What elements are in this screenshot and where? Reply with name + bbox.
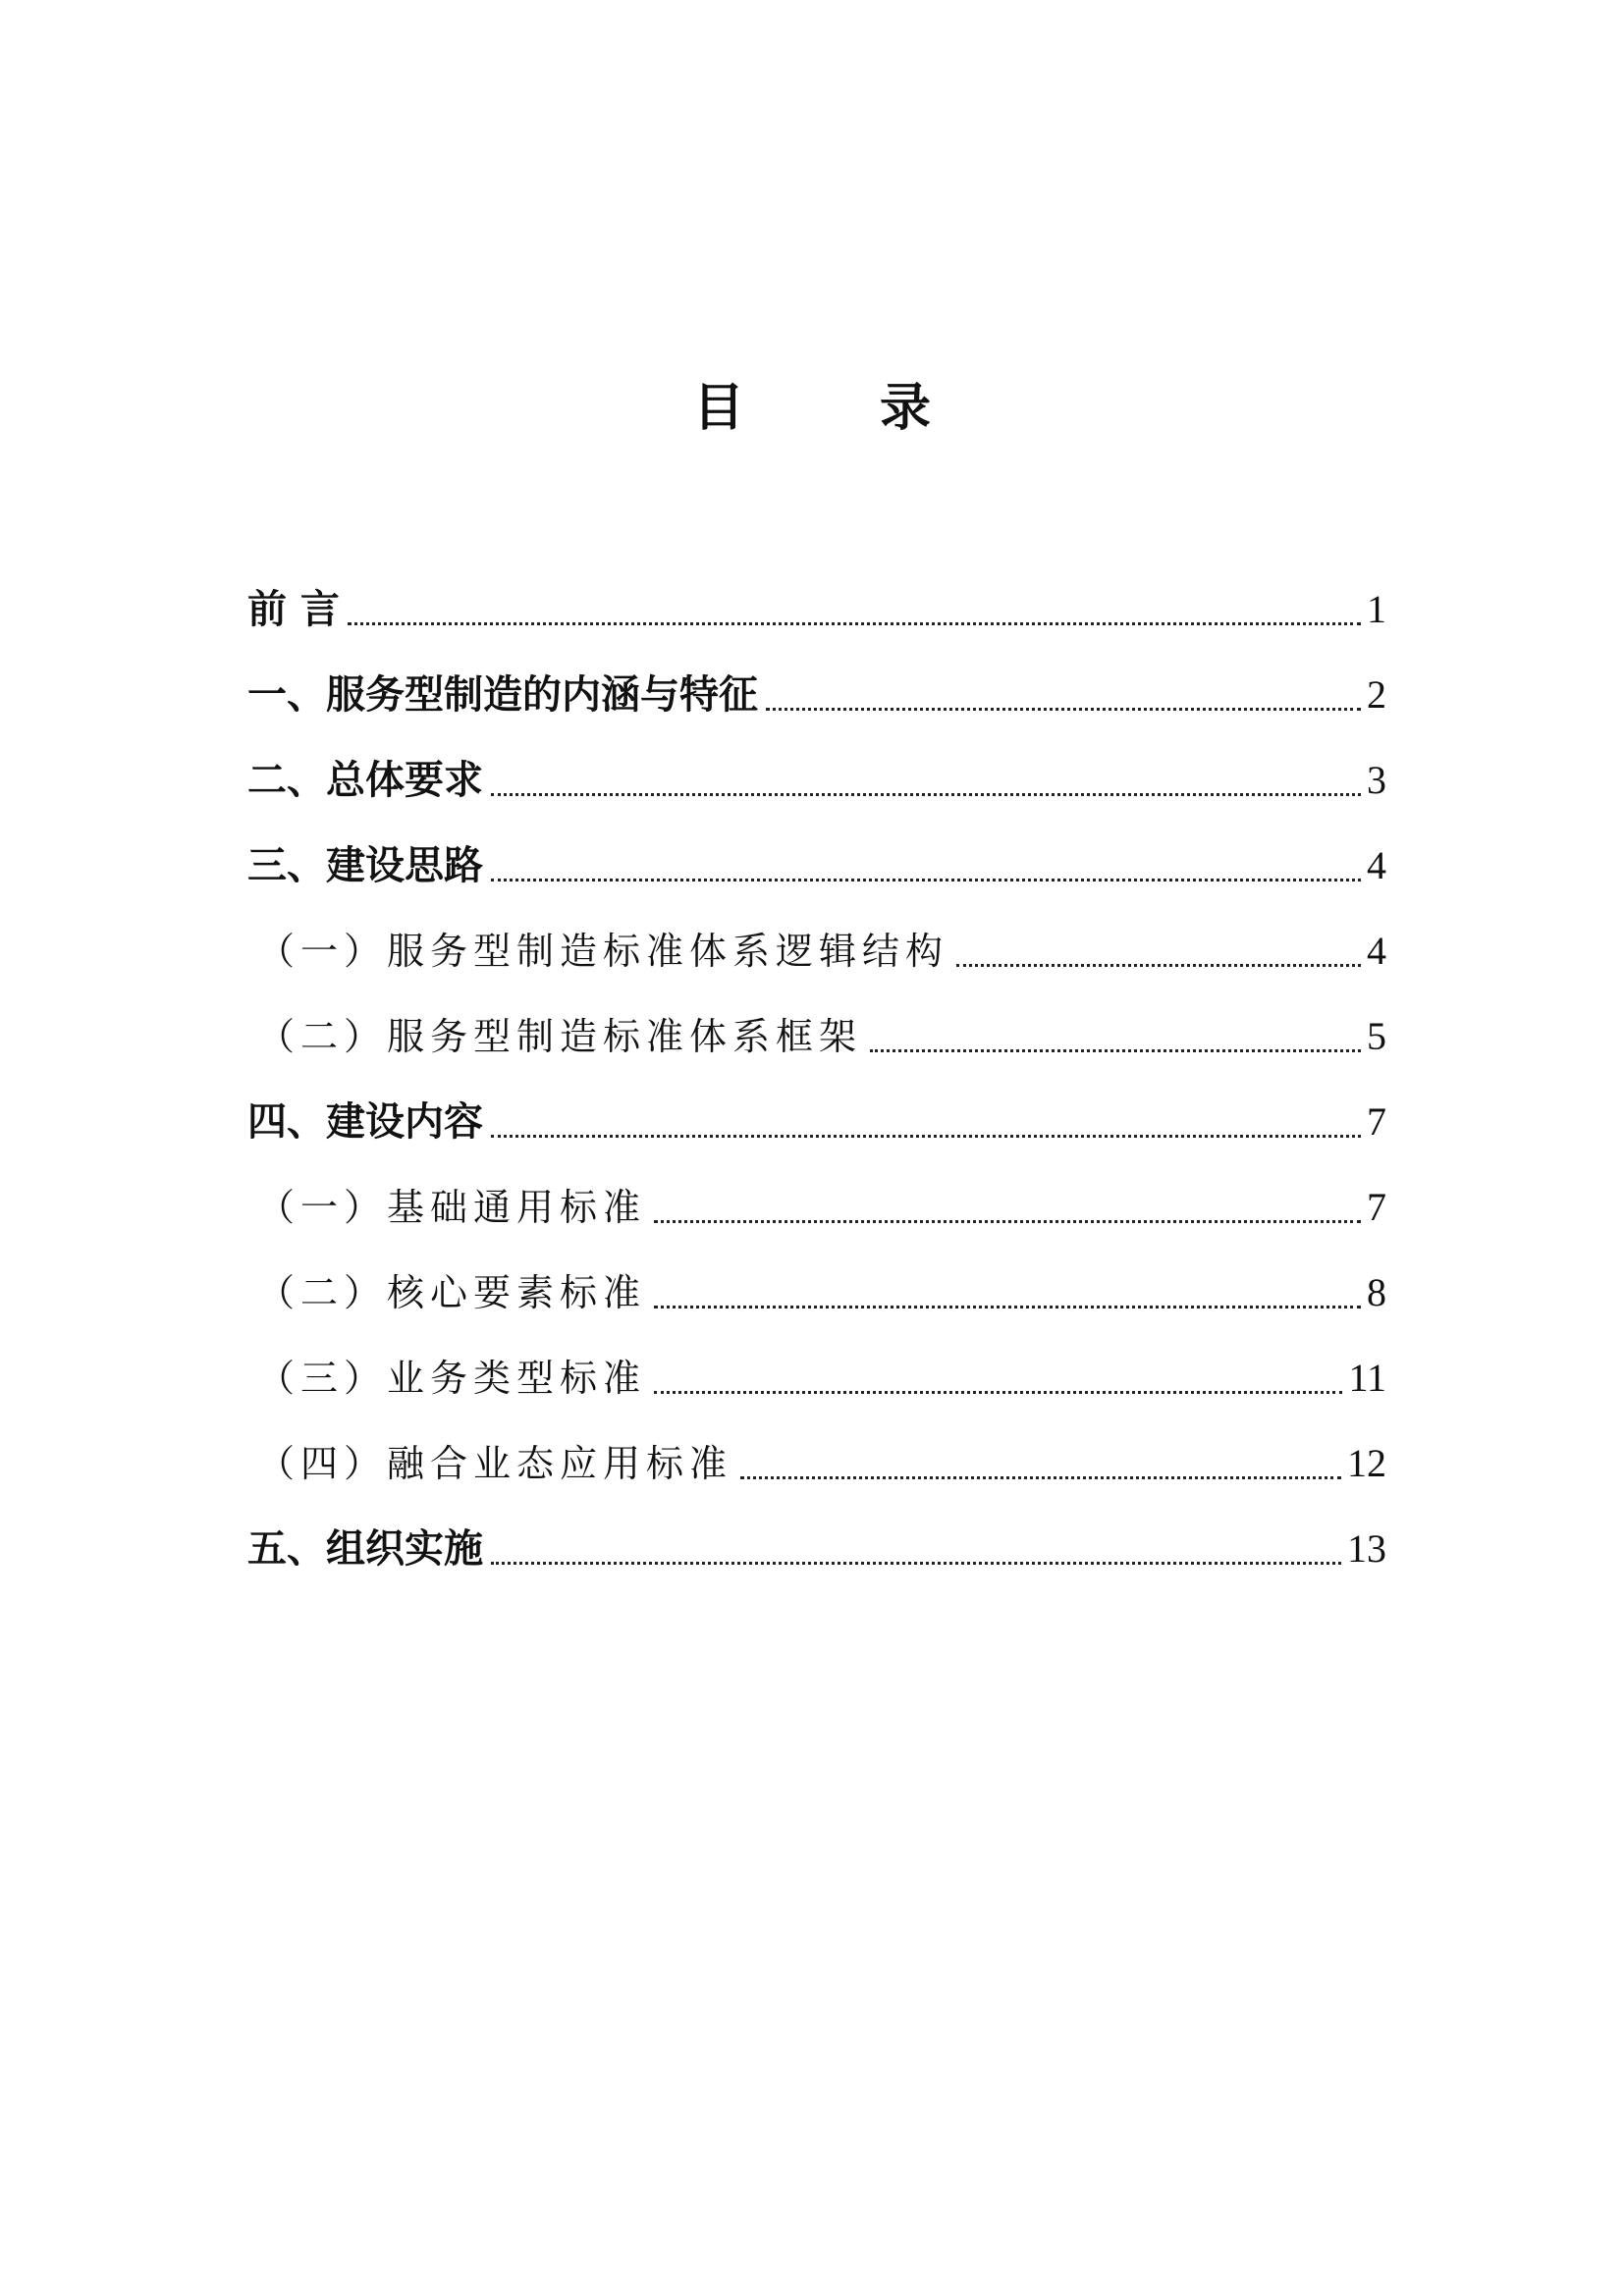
toc-page-number: 1: [1367, 587, 1386, 631]
dot-leader: [491, 793, 1361, 796]
dot-leader: [956, 964, 1361, 967]
toc-page-number: 4: [1367, 929, 1386, 973]
dot-leader: [654, 1306, 1361, 1308]
toc-entry-section-4-3[interactable]: [247, 1322, 1386, 1408]
dot-leader: [766, 708, 1361, 711]
dot-leader: [348, 622, 1361, 625]
toc-entry-section-4-1[interactable]: [247, 1151, 1386, 1237]
toc-entry-label: 前 言: [247, 587, 340, 632]
toc-entry-section-5[interactable]: [247, 1493, 1386, 1578]
dot-leader: [740, 1476, 1341, 1479]
toc-entry-section-2[interactable]: [247, 724, 1386, 810]
dot-leader: [491, 1562, 1341, 1565]
toc-page-number: 3: [1367, 758, 1386, 802]
toc-page-number: 7: [1367, 1185, 1386, 1229]
dot-leader: [870, 1049, 1361, 1052]
toc-entry-label: 五、组织实施: [247, 1526, 483, 1572]
dot-leader: [491, 879, 1361, 881]
toc-entry-label: 三、建设思路: [247, 843, 483, 888]
toc-entry-section-1[interactable]: [247, 639, 1386, 724]
toc-entry-label: （二）服务型制造标准体系框架: [257, 1015, 863, 1058]
dot-leader: [654, 1391, 1342, 1394]
table-of-contents: [247, 554, 1386, 1578]
toc-entry-section-3-2[interactable]: [247, 981, 1386, 1066]
dot-leader: [654, 1220, 1361, 1223]
toc-entry-section-4-4[interactable]: [247, 1408, 1386, 1493]
toc-entry-label: （一）服务型制造标准体系逻辑结构: [257, 930, 949, 973]
toc-page-number: 5: [1367, 1014, 1386, 1058]
toc-page-number: 2: [1367, 672, 1386, 717]
page-title: 目 录: [692, 379, 991, 438]
dot-leader: [491, 1135, 1361, 1138]
toc-page-number: 12: [1347, 1441, 1386, 1485]
toc-page-number: 11: [1348, 1356, 1386, 1400]
toc-entry-label: 一、服务型制造的内涵与特征: [247, 672, 758, 718]
toc-page-number: 13: [1347, 1526, 1386, 1571]
toc-entry-section-3-1[interactable]: [247, 895, 1386, 981]
toc-entry-section-3[interactable]: [247, 810, 1386, 895]
toc-page-number: 8: [1367, 1270, 1386, 1314]
toc-entry-preface[interactable]: [247, 554, 1386, 639]
toc-entry-section-4[interactable]: [247, 1066, 1386, 1151]
toc-page-number: 7: [1367, 1099, 1386, 1144]
toc-entry-label: 二、总体要求: [247, 758, 483, 803]
toc-entry-label: （二）核心要素标准: [257, 1271, 647, 1314]
toc-entry-label: 四、建设内容: [247, 1099, 483, 1145]
toc-page-number: 4: [1367, 843, 1386, 887]
toc-entry-section-4-2[interactable]: [247, 1237, 1386, 1322]
toc-entry-label: （一）基础通用标准: [257, 1186, 647, 1229]
toc-entry-label: （四）融合业态应用标准: [257, 1442, 733, 1485]
toc-entry-label: （三）业务类型标准: [257, 1357, 647, 1400]
